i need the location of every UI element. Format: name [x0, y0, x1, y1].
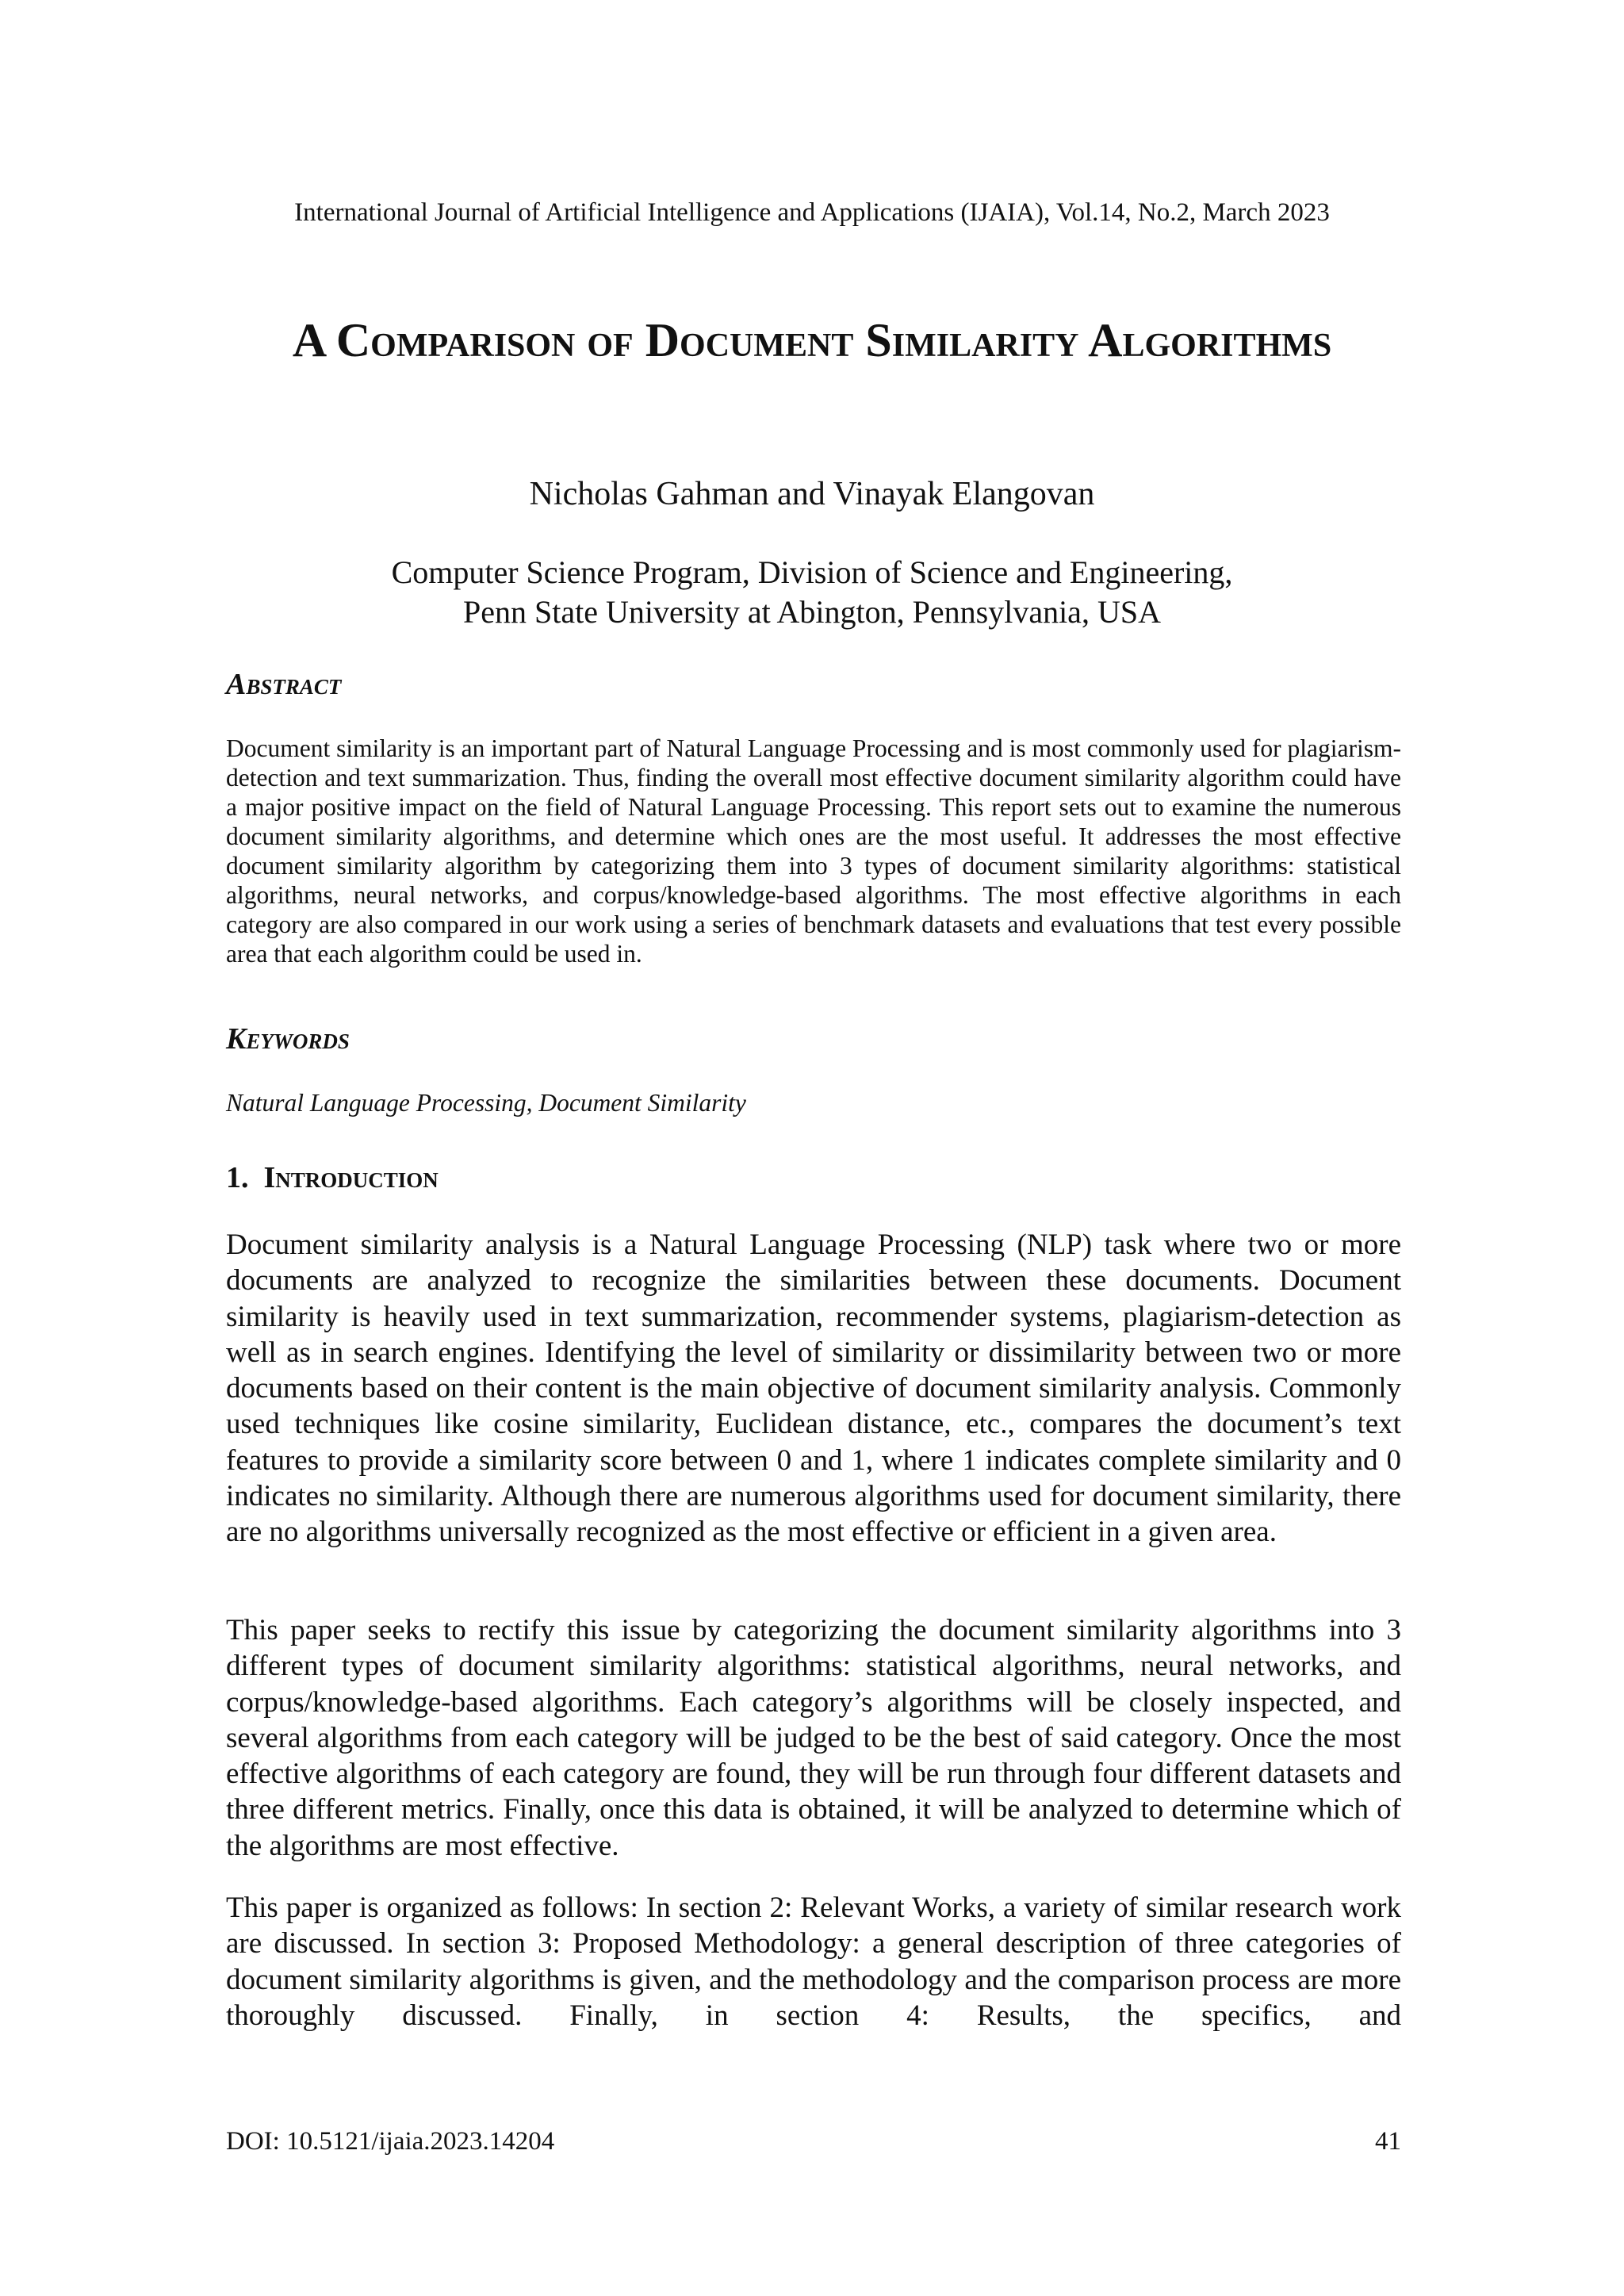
- doi: DOI: 10.5121/ijaia.2023.14204: [226, 2127, 555, 2156]
- introduction-heading: 1. Introduction: [226, 1161, 439, 1194]
- running-header: International Journal of Artificial Intelligence and Applications (IJAIA), Vol.14, No.2, March 2023: [294, 198, 1330, 227]
- paper-title: A Comparison of Document Similarity Algorithms: [292, 314, 1332, 366]
- page-number: 41: [1375, 2127, 1401, 2156]
- intro-paragraph-1: Document similarity analysis is a Natural Language Processing (NLP) task where two or more documents are analyzed to recognize the similarities between these documents. Document similarity is heavily used in text summarization, recommender systems, plagiarism-detection as well as in search engines. Identifying the level of similarity or dissimilarity between two or more documents based on their content is the main objective of document similarity analysis. Commonly used techniques like cosine similarity, Euclidean distance, etc., compares the document’s text features to provide a similarity score between 0 and 1, where 1 indicates complete similarity and 0 indicates no similarity. Although there are numerous algorithms used for document similarity, there are no algorithms universally recognized as the most effective or efficient in a given area.: [226, 1228, 1401, 1549]
- authors: Nicholas Gahman and Vinayak Elangovan: [529, 476, 1095, 512]
- affiliation-line-1: Computer Science Program, Division of Science and Engineering,: [391, 554, 1233, 590]
- affiliation-line-2: Penn State University at Abington, Pennsylvania, USA: [463, 594, 1161, 630]
- abstract-heading: Abstract: [226, 668, 342, 701]
- intro-paragraph-3: This paper is organized as follows: In section 2: Relevant Works, a variety of similar research work are discussed. In section 3: Proposed Methodology: a general description of three categories of document similarity algorithms is given, and the methodology and the comparison process are more thoroughly discussed. Finally, in section 4: Results, the specifics, and: [226, 1892, 1401, 2032]
- abstract-text: Document similarity is an important part of Natural Language Processing and is most commonly used for plagiarism-detection and text summarization. Thus, finding the overall most effective document similarity algorithm could have a major positive impact on the field of Natural Language Processing. This report sets out to examine the numerous document similarity algorithms, and determine which ones are the most useful. It addresses the most effective document similarity algorithm by categorizing them into 3 types of document similarity algorithms: statistical algorithms, neural networks, and corpus/knowledge-based algorithms. The most effective algorithms in each category are also compared in our work using a series of benchmark datasets and evaluations that test every possible area that each algorithm could be used in.: [226, 734, 1401, 968]
- intro-paragraph-2: This paper seeks to rectify this issue by categorizing the document similarity algorithms into 3 different types of document similarity algorithms: statistical algorithms, neural networks, and corpus/knowledge-based algorithms. Each category’s algorithms will be closely inspected, and several algorithms from each category will be judged to be the best of said category. Once the most effective algorithms of each category are found, they will be run through four different datasets and three different metrics. Finally, once this data is obtained, it will be analyzed to determine which of the algorithms are most effective.: [226, 1614, 1401, 1862]
- keywords-heading: Keywords: [226, 1022, 350, 1056]
- keywords-text: Natural Language Processing, Document Similarity: [226, 1089, 746, 1117]
- affiliation: [0, 553, 1624, 632]
